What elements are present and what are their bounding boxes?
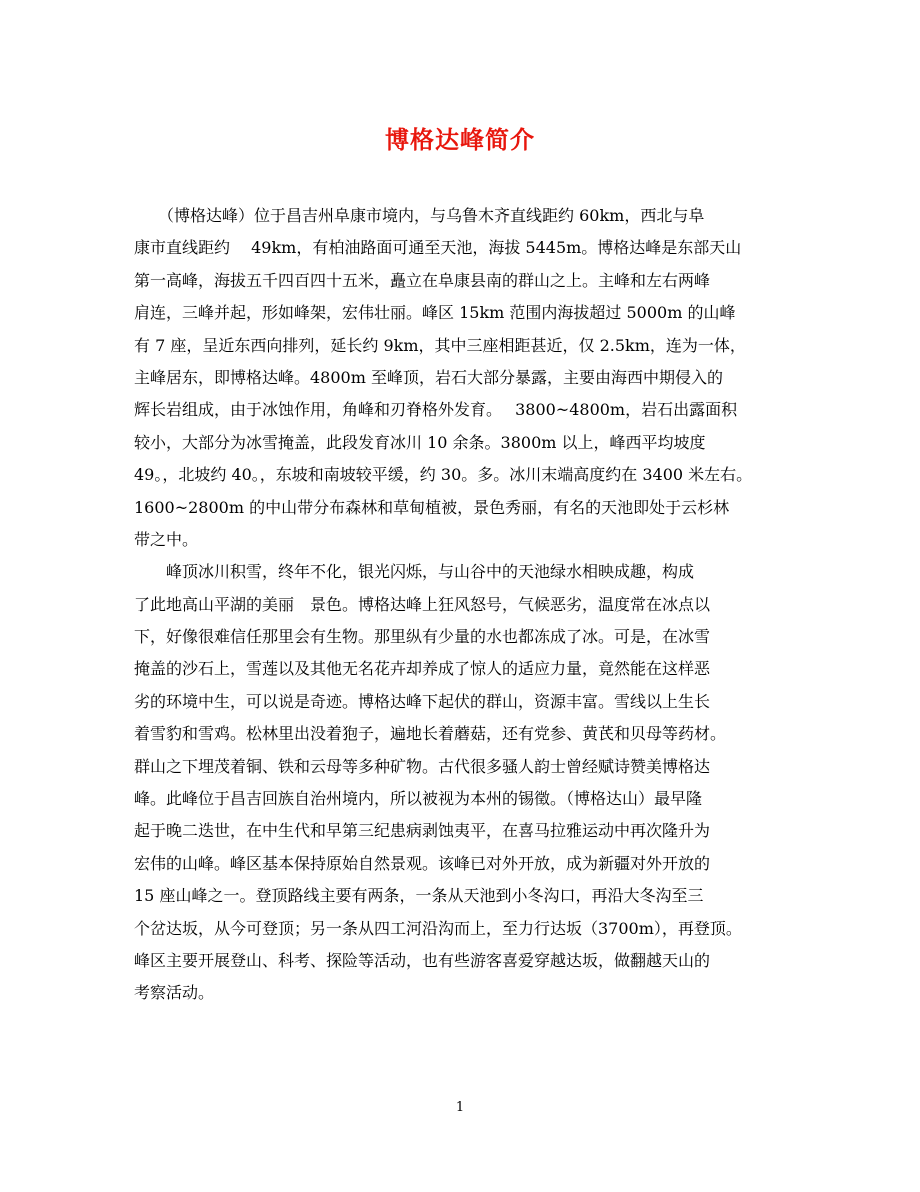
body-text: [134, 200, 804, 1010]
page-number: 1: [455, 1100, 465, 1115]
text-line: 主峰居东，即博格达峰。4800m 至峰顶，岩石大部分暴露，主要由海西中期侵入的: [134, 367, 723, 387]
text-line: 第一高峰，海拔五千四百四十五米，矗立在阜康县南的群山之上。主峰和左右两峰: [134, 270, 711, 290]
text-line: 康市直线距约 49km，有柏油路面可通至天池，海拔 5445m。博格达峰是东部天山: [134, 238, 742, 258]
text-line: 较小，大部分为冰雪掩盖，此段发育冰川 10 余条。3800m 以上，峰西平均坡度: [134, 432, 706, 452]
text-line: 起于晚二迭世，在中生代和早第三纪患病剥蚀夷平，在喜马拉雅运动中再次隆升为: [134, 821, 711, 841]
text-line: 辉长岩组成，由于冰蚀作用，角峰和刃脊格外发育。 3800~4800m，岩石出露面积: [134, 400, 738, 420]
text-line: 宏伟的山峰。峰区基本保持原始自然景观。该峰已对外开放，成为新疆对外开放的: [134, 853, 711, 873]
text-line: 劣的环境中生，可以说是奇迹。博格达峰下起伏的群山，资源丰富。雪线以上生长: [134, 691, 711, 711]
text-line: 1600~2800m 的中山带分布森林和草甸植被，景色秀丽，有名的天池即处于云杉林: [134, 497, 730, 517]
text-line: 有 7 座，呈近东西向排列，延长约 9km，其中三座相距甚近，仅 2.5km，连为一体，: [134, 335, 746, 355]
text-line: 群山之下埋茂着铜、铁和云母等多种矿物。古代很多骚人韵士曾经赋诗赞美博格达: [134, 756, 711, 776]
text-line: 峰顶冰川积雪，终年不化，银光闪烁，与山谷中的天池绿水相映成趣，构成: [134, 562, 695, 582]
text-line: 49。，北坡约 40。，东坡和南坡较平缓，约 30。多。冰川末端高度约在 3400 米左右。: [134, 465, 753, 485]
text-line: 峰区主要开展登山、科考、探险等活动，也有些游客喜爱穿越达坂，做翻越天山的: [134, 950, 711, 970]
page-title: 博格达峰简介: [385, 126, 535, 154]
text-line: 下，好像很难信任那里会有生物。那里纵有少量的水也都冻成了冰。可是，在冰雪: [134, 627, 711, 647]
text-line: 15 座山峰之一。登顶路线主要有两条，一条从天池到小冬沟口，再沿大冬沟至三: [134, 886, 704, 906]
text-line: （博格达峰）位于昌吉州阜康市境内，与乌鲁木齐直线距约 60km，西北与阜: [134, 206, 705, 225]
text-line: 个岔达坂，从今可登顶；另一条从四工河沿沟而上，至力行达坂（3700m），再登顶。: [134, 918, 742, 938]
text-line: 了此地高山平湖的美丽 景色。博格达峰上狂风怒号，气候恶劣，温度常在冰点以: [134, 594, 711, 614]
text-line: 着雪豹和雪鸡。松林里出没着狍子，遍地长着蘑菇，还有党参、黄芪和贝母等药材。: [134, 724, 727, 744]
text-line: 峰。此峰位于昌吉回族自治州境内，所以被视为本州的锡徵。（博格达山）最早隆: [134, 789, 703, 809]
text-line: 肩连，三峰并起，形如峰架，宏伟壮丽。峰区 15km 范围内海拔超过 5000m 的山峰: [134, 303, 736, 323]
text-line: 带之中。: [134, 529, 199, 549]
text-line: 掩盖的沙石上，雪莲以及其他无名花卉却养成了惊人的适应力量，竟然能在这样恶: [134, 659, 711, 679]
text-line: 考察活动。: [134, 983, 215, 1003]
